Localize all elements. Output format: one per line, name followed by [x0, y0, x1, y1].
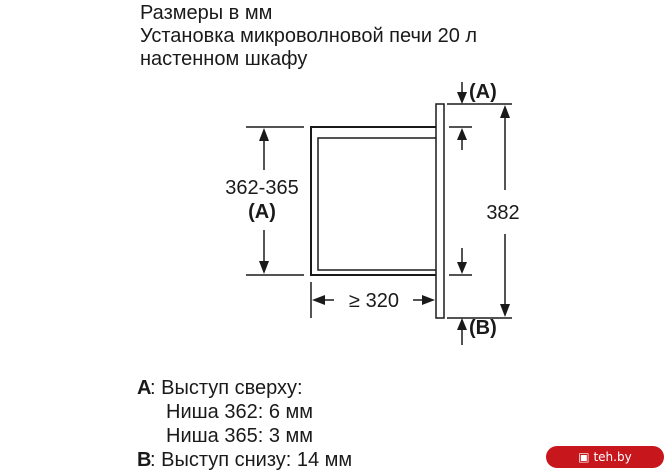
watermark-badge	[546, 446, 664, 468]
top-offset-arrow-up	[457, 128, 467, 140]
legend-a-row	[137, 376, 352, 400]
header-line-3: настенном шкафу	[140, 48, 308, 70]
legend-b-key: B	[137, 449, 152, 471]
niche-outline	[311, 127, 436, 275]
legend-a-line-1: Ниша 362: 6 мм	[166, 401, 314, 423]
legend-a-line-2: Ниша 365: 3 мм	[166, 425, 314, 447]
watermark-text: teh.by	[593, 450, 632, 464]
depth-arrowhead-right	[422, 295, 435, 305]
left-arrowhead-top	[259, 128, 269, 141]
bottom-offset-ref: (B)	[469, 317, 497, 339]
right-arrowhead-top	[500, 105, 510, 118]
legend-a-title: : Выступ сверху:	[150, 377, 303, 399]
niche-inner-line	[318, 138, 436, 270]
left-arrowhead-bottom	[259, 261, 269, 274]
depth-arrowhead-left	[312, 295, 325, 305]
bottom-offset-arrow-down	[457, 262, 467, 274]
right-dimension-value: 382	[486, 202, 520, 224]
top-offset-arrow-down	[457, 92, 467, 104]
legend-b-row	[137, 448, 352, 472]
left-dimension-value: 362-365	[225, 177, 299, 199]
legend-b-title: : Выступ снизу: 14 мм	[150, 449, 353, 471]
header-line-1: Размеры в мм	[140, 2, 273, 24]
right-arrowhead-bottom	[500, 304, 510, 317]
front-panel	[436, 104, 444, 318]
left-dimension-ref: (A)	[248, 201, 276, 223]
bottom-offset-arrow-up	[457, 318, 467, 330]
top-offset-ref: (A)	[469, 81, 497, 103]
legend-a-key: A	[137, 377, 152, 399]
depth-dimension-value: ≥ 320	[349, 290, 399, 312]
legend	[137, 376, 352, 472]
bag-icon: ▣	[578, 450, 590, 464]
header-line-2: Установка микроволновой печи 20 л	[140, 25, 478, 47]
